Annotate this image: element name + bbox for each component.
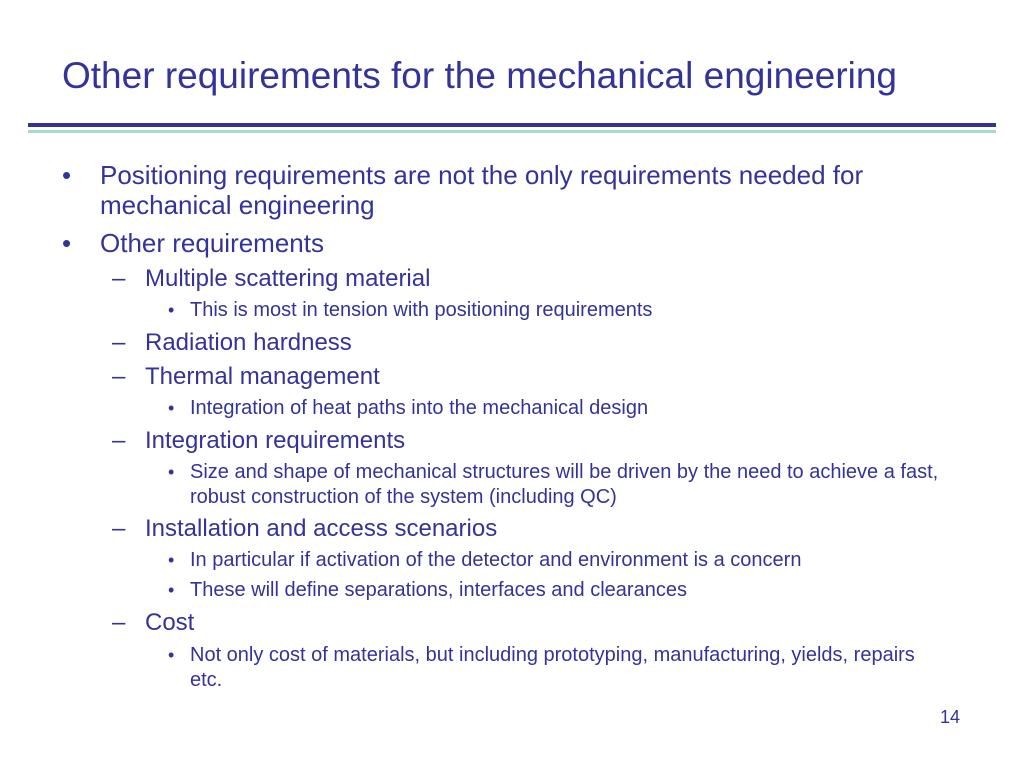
dot-marker: • (168, 462, 175, 482)
sub-bullet-cost (112, 609, 965, 637)
detail-text: In particular if activation of the detector and environment is a concern (190, 549, 802, 571)
detail-text: Integration of heat paths into the mechanical design (190, 397, 649, 419)
sub-bullet-text: Installation and access scenarios (145, 515, 498, 542)
dot-marker: • (168, 645, 175, 665)
dot-marker: • (168, 398, 175, 418)
detail-text: These will define separations, interfaces and clearances (190, 579, 687, 601)
bullet-other-requirements (62, 228, 980, 258)
sub-bullet-text: Integration requirements (145, 427, 406, 454)
page-number: 14 (939, 707, 961, 727)
detail-text: Not only cost of materials, but including prototyping, manufacturing, yields, repairs etc. (190, 644, 915, 691)
dash-marker: – (112, 609, 126, 636)
dash-marker: – (112, 363, 126, 390)
dash-marker: – (112, 265, 126, 292)
detail-bullet-tension (168, 298, 950, 323)
dash-marker: – (112, 329, 126, 356)
sub-bullet-text: Radiation hardness (145, 329, 352, 356)
bullet-marker: • (62, 160, 72, 190)
detail-bullet-activation (168, 548, 950, 573)
dot-marker: • (168, 550, 175, 570)
detail-text: Size and shape of mechanical structures will be driven by the need to achieve a fast, robust construction of the system (including QC) (190, 461, 939, 508)
detail-bullet-separations (168, 578, 950, 603)
sub-bullet-text: Thermal management (145, 363, 380, 390)
detail-bullet-cost (168, 643, 950, 693)
sub-bullet-multiple-scattering (112, 265, 965, 293)
dot-marker: • (168, 580, 175, 600)
bullet-marker: • (62, 228, 72, 258)
slide-title: Other requirements for the mechanical engineering (62, 55, 898, 96)
detail-text: This is most in tension with positioning requirements (190, 299, 653, 321)
bullet-positioning (62, 160, 980, 220)
bullet-text: Other requirements (100, 228, 324, 258)
sub-bullet-integration (112, 427, 965, 455)
sub-bullet-radiation-hardness (112, 329, 965, 357)
detail-bullet-size-shape (168, 460, 950, 510)
sub-bullet-text: Cost (145, 609, 195, 636)
bullet-text: Positioning requirements are not the only requirements needed for mechanical engineering (100, 160, 864, 220)
dash-marker: – (112, 427, 126, 454)
sub-bullet-thermal-management (112, 363, 965, 391)
dot-marker: • (168, 300, 175, 320)
dash-marker: – (112, 515, 126, 542)
sub-bullet-installation (112, 515, 965, 543)
detail-bullet-heat-paths (168, 396, 950, 421)
sub-bullet-text: Multiple scattering material (145, 265, 431, 292)
